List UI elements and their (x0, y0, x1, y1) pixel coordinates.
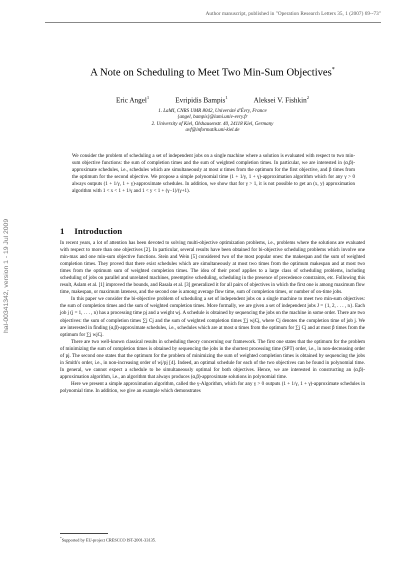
hal-identifier-text: hal-00341342, version 1 - 19 Jul 2009 (3, 218, 10, 333)
paper-title-text: A Note on Scheduling to Meet Two Min-Sum Objectives (90, 67, 332, 79)
footnote-text: Supported by EU-project CRESCCO IST-2001-33135. (61, 537, 156, 543)
abstract: We consider the problem of scheduling a set of independent jobs on a single machine where a solution is evaluated with respect to two min-sum objective functions: the sum of completion times and the sum of weighted completion times. In particular, we are interested in (α,β)-approximate schedules, i.e., schedules which are simultaneously at most α times from the optimum for the first objective, and β times from the optimum for the second objective. We propose a simple polynomial time (1 + 1/γ, 1 + γ)-approximation algorithm which for any γ > 0 always outputs (1 + 1/γ, 1 + γ)-approximate schedules. In addition, we show that for γ > 1, it is not possible to get an (x, y) approximation algorithm with 1 < x < 1 + 1/γ and 1 < y < 1 + (γ−1)/(γ+1). (72, 154, 355, 194)
footnote-mark: * (60, 536, 62, 540)
paper-title (60, 67, 365, 79)
header-divider (45, 22, 381, 23)
footnote-divider (60, 533, 108, 534)
affiliation-2-email: avf@informatik.uni-kiel.de (185, 127, 240, 133)
paragraph: In recent years, a lot of attention has been devoted to solving multi-objective optimization problems, i.e., problems where the solutions are evaluated with respect to more than one objectives [2]. In particular, several results have been obtained for bi-objective scheduling problems which involve one min-max and one min-sum objective functions. Stein and Wein [5] considered two of the most popular ones: the makespan and the sum of weighted completion times. They proved that there exist schedules which are simultaneously at most two times from the optimum makespan and at most two times from the optimum sum of weighted completion times. The idea of their proof applies to a large class of scheduling problems, including scheduling of jobs on parallel and unrelated machines, preemptive scheduling, scheduling in the presence of precedence constraints, etc. Following this result, Aslam et al. [1] improved the bounds, and Rasala et al. [3] generalized it for all pairs of objectives in which the first one is among maximum flow time, makespan, or maximum lateness, and the second one is among average flow time, sum of completion times, or number of on-time jobs. (60, 241, 365, 296)
section-title: Introduction (74, 226, 123, 236)
affiliation-1: 1. LaMI, CNRS UMR 8042, Université d'Évry, France (158, 109, 267, 114)
paragraph: In this paper we consider the bi-objective problem of scheduling a set of independent jobs on a single machine to meet two min-sum objectives: the sum of completion times and the sum of weighted completion times. More formally, we are given a set of independent jobs J = {1, 2, . . . , n}. Each job j (j = 1, . . . , n) has a processing time pj and a weight wj. A schedule is obtained by sequencing the jobs on the machine in some order. There are two objectives: the sum of completion times ∑j Cj and the sum of weighted completion times ∑j wjCj, where Cj denotes the completion time of job j. We are interested in finding (α,β)-approximate schedules, i.e., schedules which are at most α times from the optimum for ∑j Cj and at most β times from the optimum for ∑j wjCj. (60, 297, 365, 338)
paragraph: There are two well-known classical results in scheduling theory concerning our framework. The first one states that the optimum for the problem of minimizing the sum of completion times is obtained by sequencing the jobs in the shortest processing time (SPT) order, i.e., in non-decreasing order of pj. The second one states that the optimum for the problem of minimizing the sum of weighted completion times is obtained by sequencing the jobs in Smith's order, i.e., in non-increasing order of wj/pj [4]. Indeed, an optimal schedule for each of the two objectives can be found in polynomial time. In general, we cannot expect a schedule to be simultaneously optimal for both objectives. Hence, we are interested in constructing an (α,β)-approximation algorithm, i.e., an algorithm that always produces (α,β)-approximate solutions in polynomial time. (60, 339, 365, 380)
publication-note: Author manuscript, published in "Operation Research Letters 35, 1 (2007) 69--73" (205, 11, 381, 17)
title-footnote-mark: * (331, 67, 335, 73)
author-list (60, 95, 365, 104)
section-heading (60, 226, 365, 236)
affiliations (60, 109, 365, 134)
author: Eric Angel$^1$ (115, 95, 150, 105)
affiliation-1-email: {angel, bampis}@lami.univ-evry.fr (177, 115, 248, 121)
footnote (60, 536, 365, 542)
paragraph: Here we present a simple approximation algorithm, called the γ-Algorithm, which for any γ > 0 outputs (1 + 1/γ, 1 + γ)-approximate schedules in polynomial time. In addition, we give an example which demonstrates (60, 381, 365, 394)
author: Aleksei V. Fishkin$^2$ (253, 95, 309, 105)
body-text (60, 240, 365, 395)
affiliation-2: 2. University of Kiel, Olshausenstr. 40, 24118 Kiel, Germany (151, 121, 274, 127)
author: Evripidis Bampis$^1$ (175, 95, 228, 105)
section-number: 1 (60, 226, 65, 236)
